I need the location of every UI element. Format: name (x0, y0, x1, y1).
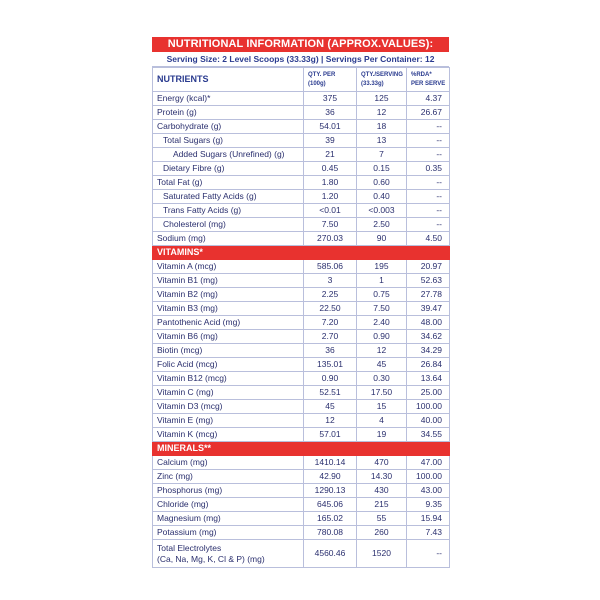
table-row (153, 372, 450, 386)
rda-value: 40.00 (407, 414, 450, 428)
qty-per-100g-value: 0.90 (304, 372, 357, 386)
table-row (153, 316, 450, 330)
qty-per-serving-value: 15 (357, 400, 407, 414)
rda-value: 48.00 (407, 316, 450, 330)
nutrient-name: Total Sugars (g) (153, 134, 304, 148)
qty-per-serving-value: 19 (357, 428, 407, 442)
qty-per-serving-value: 17.50 (357, 386, 407, 400)
qty-per-100g-value: 780.08 (304, 526, 357, 540)
nutrient-name: Saturated Fatty Acids (g) (153, 190, 304, 204)
nutrient-name: Vitamin C (mg) (153, 386, 304, 400)
rda-value: 47.00 (407, 456, 450, 470)
qty-per-serving-value: 0.40 (357, 190, 407, 204)
table-row (153, 176, 450, 190)
nutrient-name: Phosphorus (mg) (153, 484, 304, 498)
rda-value: -- (407, 204, 450, 218)
rda-value: 4.50 (407, 232, 450, 246)
qty-per-100g-value: 36 (304, 106, 357, 120)
rda-value: 4.37 (407, 92, 450, 106)
table-row (153, 526, 450, 540)
qty-per-100g-value: 21 (304, 148, 357, 162)
qty-per-100g-value: 2.25 (304, 288, 357, 302)
qty-per-serving-value: 2.50 (357, 218, 407, 232)
table-row (153, 148, 450, 162)
nutrient-name: Potassium (mg) (153, 526, 304, 540)
qty-per-100g-value: 52.51 (304, 386, 357, 400)
qty-per-100g-value: 1.80 (304, 176, 357, 190)
panel-title: NUTRITIONAL INFORMATION (APPROX.VALUES): (152, 37, 449, 52)
qty-per-serving-value: 14.30 (357, 470, 407, 484)
rda-value: 13.64 (407, 372, 450, 386)
table-row (153, 134, 450, 148)
rda-value: -- (407, 190, 450, 204)
qty-per-serving-value: 215 (357, 498, 407, 512)
table-row (153, 414, 450, 428)
rda-value: 34.62 (407, 330, 450, 344)
table-row (153, 274, 450, 288)
nutrient-name: Biotin (mcg) (153, 344, 304, 358)
nutrient-name: Vitamin E (mg) (153, 414, 304, 428)
header-qty-per-line1: QTY. PER (308, 71, 336, 78)
qty-per-serving-value: 90 (357, 232, 407, 246)
qty-per-serving-value: 18 (357, 120, 407, 134)
table-row (153, 190, 450, 204)
qty-per-100g-value: 22.50 (304, 302, 357, 316)
rda-value: 15.94 (407, 512, 450, 526)
table-row (153, 330, 450, 344)
rda-value: 9.35 (407, 498, 450, 512)
rda-value: 100.00 (407, 470, 450, 484)
qty-per-serving-value: 0.60 (357, 176, 407, 190)
nutrient-name: Dietary Fibre (g) (153, 162, 304, 176)
qty-per-serving-value: 12 (357, 106, 407, 120)
header-qty-per-serving (357, 68, 407, 92)
table-row (153, 106, 450, 120)
table-row (153, 540, 450, 568)
qty-per-100g-value: 645.06 (304, 498, 357, 512)
nutrient-name: Folic Acid (mcg) (153, 358, 304, 372)
qty-per-serving-value: 0.90 (357, 330, 407, 344)
nutrient-name: Vitamin B6 (mg) (153, 330, 304, 344)
nutrient-name: Trans Fatty Acids (g) (153, 204, 304, 218)
qty-per-serving-value: 0.30 (357, 372, 407, 386)
table-row (153, 386, 450, 400)
nutrient-name: Vitamin D3 (mcg) (153, 400, 304, 414)
nutrient-name-line1: Total Electrolytes (157, 542, 222, 553)
table-row (153, 512, 450, 526)
rda-value: 20.97 (407, 260, 450, 274)
rda-value: 43.00 (407, 484, 450, 498)
qty-per-serving-value: 470 (357, 456, 407, 470)
qty-per-100g-value: 57.01 (304, 428, 357, 442)
rda-value: 26.84 (407, 358, 450, 372)
qty-per-100g-value: 375 (304, 92, 357, 106)
qty-per-serving-value: 0.15 (357, 162, 407, 176)
table-row (153, 120, 450, 134)
nutrient-name: Vitamin K (mcg) (153, 428, 304, 442)
qty-per-100g-value: 135.01 (304, 358, 357, 372)
nutrient-name: Pantothenic Acid (mg) (153, 316, 304, 330)
nutrient-name: Calcium (mg) (153, 456, 304, 470)
table-row (153, 162, 450, 176)
rda-value: -- (407, 148, 450, 162)
nutrient-name: Sodium (mg) (153, 232, 304, 246)
nutrient-name: Vitamin B3 (mg) (153, 302, 304, 316)
header-qty-per-line2: (100g) (308, 80, 326, 87)
nutrient-name: Carbohydrate (g) (153, 120, 304, 134)
table-row (153, 302, 450, 316)
table-row (153, 288, 450, 302)
nutrient-name (153, 540, 304, 568)
qty-per-100g-value: 42.90 (304, 470, 357, 484)
qty-per-100g-value: 39 (304, 134, 357, 148)
nutrient-name: Zinc (mg) (153, 470, 304, 484)
rda-value: -- (407, 134, 450, 148)
qty-per-100g-value: 12 (304, 414, 357, 428)
qty-per-100g-value: 585.06 (304, 260, 357, 274)
rda-value: 26.67 (407, 106, 450, 120)
rda-value: -- (407, 540, 450, 568)
rda-value: 34.55 (407, 428, 450, 442)
table-row (153, 232, 450, 246)
rda-value: 52.63 (407, 274, 450, 288)
qty-per-serving-value: 0.75 (357, 288, 407, 302)
qty-per-100g-value: 4560.46 (304, 540, 357, 568)
qty-per-serving-value: 195 (357, 260, 407, 274)
rda-value: -- (407, 218, 450, 232)
rda-value: 7.43 (407, 526, 450, 540)
rda-value: 0.35 (407, 162, 450, 176)
table-row (153, 498, 450, 512)
qty-per-100g-value: 1290.13 (304, 484, 357, 498)
qty-per-serving-value: 13 (357, 134, 407, 148)
nutrient-name: Added Sugars (Unrefined) (g) (153, 148, 304, 162)
nutrient-name: Vitamin B12 (mcg) (153, 372, 304, 386)
qty-per-100g-value: 1.20 (304, 190, 357, 204)
nutrient-name-line2: (Ca, Na, Mg, K, Cl & P) (mg) (157, 553, 265, 564)
table-row (153, 204, 450, 218)
qty-per-serving-value: 125 (357, 92, 407, 106)
nutrient-name: Vitamin B1 (mg) (153, 274, 304, 288)
section-title: MINERALS** (153, 442, 450, 456)
rda-value: 39.47 (407, 302, 450, 316)
serving-info: Serving Size: 2 Level Scoops (33.33g) | Servings Per Container: 12 (152, 52, 449, 67)
qty-per-serving-value: 7 (357, 148, 407, 162)
qty-per-100g-value: 7.50 (304, 218, 357, 232)
nutrient-name: Chloride (mg) (153, 498, 304, 512)
qty-per-serving-value: 430 (357, 484, 407, 498)
qty-per-100g-value: 36 (304, 344, 357, 358)
header-rda-line2: PER SERVE (411, 80, 446, 87)
header-qty-per-100g (304, 68, 357, 92)
table-row (153, 470, 450, 484)
qty-per-serving-value: 4 (357, 414, 407, 428)
table-row (153, 484, 450, 498)
qty-per-serving-value: 1 (357, 274, 407, 288)
rda-value: -- (407, 176, 450, 190)
nutrition-panel (152, 37, 449, 568)
header-rda (407, 68, 450, 92)
nutrient-name: Protein (g) (153, 106, 304, 120)
qty-per-serving-value: 2.40 (357, 316, 407, 330)
qty-per-100g-value: <0.01 (304, 204, 357, 218)
header-qty-serving-line1: QTY./SERVING (361, 71, 403, 78)
nutrient-name: Vitamin A (mcg) (153, 260, 304, 274)
qty-per-serving-value: 7.50 (357, 302, 407, 316)
qty-per-100g-value: 165.02 (304, 512, 357, 526)
section-title: VITAMINS* (153, 246, 450, 260)
qty-per-serving-value: <0.003 (357, 204, 407, 218)
nutrient-name: Total Fat (g) (153, 176, 304, 190)
qty-per-serving-value: 55 (357, 512, 407, 526)
header-rda-line1: %RDA* (411, 71, 432, 78)
rda-value: -- (407, 120, 450, 134)
table-row (153, 428, 450, 442)
rda-value: 34.29 (407, 344, 450, 358)
nutrient-name: Cholesterol (mg) (153, 218, 304, 232)
qty-per-100g-value: 45 (304, 400, 357, 414)
qty-per-serving-value: 260 (357, 526, 407, 540)
section-header-row (153, 442, 450, 456)
qty-per-100g-value: 7.20 (304, 316, 357, 330)
table-header-row (153, 68, 450, 92)
qty-per-100g-value: 1410.14 (304, 456, 357, 470)
table-row (153, 92, 450, 106)
table-row (153, 456, 450, 470)
table-row (153, 400, 450, 414)
rda-value: 100.00 (407, 400, 450, 414)
table-row (153, 260, 450, 274)
table-row (153, 218, 450, 232)
nutrition-table (152, 67, 450, 568)
qty-per-100g-value: 3 (304, 274, 357, 288)
header-qty-serving-line2: (33.33g) (361, 80, 384, 87)
section-header-row (153, 246, 450, 260)
table-row (153, 358, 450, 372)
qty-per-100g-value: 270.03 (304, 232, 357, 246)
qty-per-100g-value: 54.01 (304, 120, 357, 134)
nutrient-name: Magnesium (mg) (153, 512, 304, 526)
nutrient-name: Energy (kcal)* (153, 92, 304, 106)
table-row (153, 344, 450, 358)
header-nutrients: NUTRIENTS (153, 68, 304, 92)
qty-per-serving-value: 45 (357, 358, 407, 372)
qty-per-100g-value: 0.45 (304, 162, 357, 176)
rda-value: 27.78 (407, 288, 450, 302)
rda-value: 25.00 (407, 386, 450, 400)
qty-per-serving-value: 1520 (357, 540, 407, 568)
nutrient-name: Vitamin B2 (mg) (153, 288, 304, 302)
qty-per-100g-value: 2.70 (304, 330, 357, 344)
qty-per-serving-value: 12 (357, 344, 407, 358)
